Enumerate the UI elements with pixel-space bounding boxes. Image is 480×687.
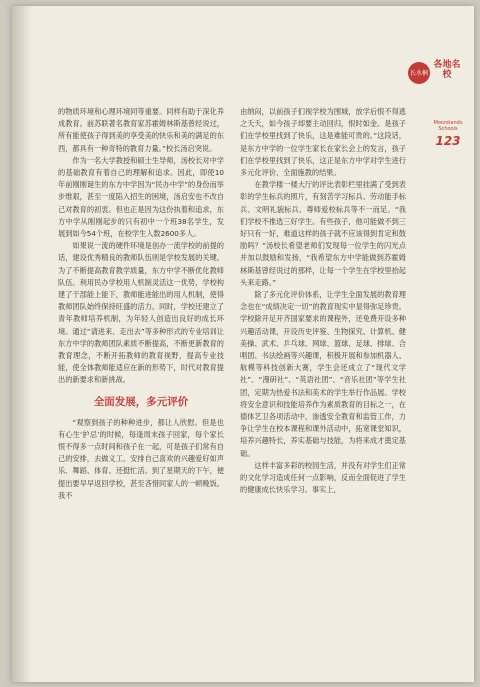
- paragraph: 在教学楼一楼大厅的评比表彰栏里挂满了受到表彰的学生标兵的照片，有刻苦学习标兵、劳动能手标兵、文明礼貌标兵、尊师爱校标兵等不一而足。“我们学校不推选三好学生。有些孩子，他可能做不到三好只有一好，难道这样的孩子就不应该得到肯定和鼓励吗？”汤校长希望老师们发现每一位学生的闪光点并加以鼓励和发扬，“我希望东方中学能做到苏霍姆林斯基曾经说过的那样，让每一个学生在学校里抬起头来走路。”: [240, 180, 406, 287]
- magazine-page: [12, 6, 474, 682]
- section-badge: 长水桐: [408, 62, 430, 84]
- paragraph: “观察到孩子的种种进步，都让人欣慰。但是也有心生‘护忌’的时候，每逢周末孩子回家，每个家长恨不得多一点时间和孩子在一起，可是孩子们常有自己的安排，去做义工、安排自己喜欢的兴趣爱好如声乐、舞蹈、体育、还挺忙活。到了星期天的下午，便提出要早早返回学校，甚至吝惜同家人的一顿晚饭。我不: [58, 417, 224, 500]
- section-heading: 全面发展，多元评价: [93, 395, 189, 408]
- paragraph: 如果说一流的硬件环境是创办一流学校的前提的话，建设优秀精良的教师队伍则是学校发展的关键。为了不断提高教育教学质量，东方中学不断优化教师队伍。利用民办学校用人机制灵活这一优势，学校构建了干部能上能下，教师能进能出的用人机制，使得教师团队始终保持旺盛的活力。同时，学校还建立了青年教师培养机制，为年轻人创造出良好的成长环境。通过“请进来、走出去”等多种形式的专业培训让东方中学的教师团队素质不断提高，不断更新教育的教育理念，不断开拓教师的教育视野，提高专业技能，使全体教师能适应在新的形势下，时代对教育提出的新要求和新挑战。: [58, 241, 224, 385]
- paragraph: 的物质环境和心理环境同等重要。同样有助于深化养成教育。前苏联著名教育家苏霍姆林斯基曾经说过，所有能使孩子得到美的享受美的快乐和美的满足的东西，都具有一种奇特的教育力量。”校长汤启突说。: [58, 107, 224, 153]
- paragraph: 作为一名大学教授和硕士生导师，汤校长对中学的基础教育有着自己的理解和追求。因此，即使10年前刚刚诞生的东方中学因为“民办中学”的身份而举步维艰，甚至一度陷入招生的困境，汤启安也不改自己对教育的初衷。但也正是因为这份执着和追求，东方中学从刚刚起步的只有初中一个班38名学生，发展到如今54个班，在校学生人数2600多人。: [58, 155, 224, 239]
- left-column: [58, 106, 224, 502]
- right-column: [240, 106, 406, 497]
- binding-shadow: [12, 6, 32, 682]
- page-number: 123: [435, 134, 461, 148]
- paragraph: 由纳闷，以前孩子们视学校为围城，放学后恨不得逃之夭夭，如今孩子却要主动回归，恨时如金。是孩子们在学校里找到了快乐，这是难能可贵的。”这段话，是东方中学的一位学生家长在家长会上的发言，孩子们在学校里找到了快乐，这正是东方中学对学生进行多元化评价、全面施教的结果。: [240, 107, 406, 178]
- paragraph: 这样丰富多彩的校园生活，并没有对学生们正常的文化学习造成任何一点影响，反而全面促进了学生的健康成长快乐学习。事实上，: [240, 460, 406, 495]
- section-title: 各地名校: [433, 60, 461, 80]
- paragraph: 除了多元化评价体系，让学生全面发展的教育理念也在“成绩决定一切”的教育现实中显得弥足珍贵。学校除开足开齐国家要求的课程外，还免费开设多种兴趣活动课，开设历史评鉴、生物探究、计算机、健美操、武术、乒乓球、网球、篮球、足球、排球、合唱团、书法绘画等兴趣课，积极开展和参加机器人、航模等科技创新大赛，学生会还成立了“现代文学社”、“漫研社”、“英语社团”、“音乐社团”等学生社团，定期为热爱书法和美术的学生举行作品展。学校将安全意识和技能培养作为素质教育的目标之一，在德体艺卫各项活动中，渗透安全教育和监管工作，力争让学生在校本课程和课外活动中，拓宽课堂知识，培养兴趣特长，养实基础与技能，为将来成才奠定基础。: [240, 290, 406, 458]
- section-subtitle: Moorelands Schools: [433, 120, 463, 132]
